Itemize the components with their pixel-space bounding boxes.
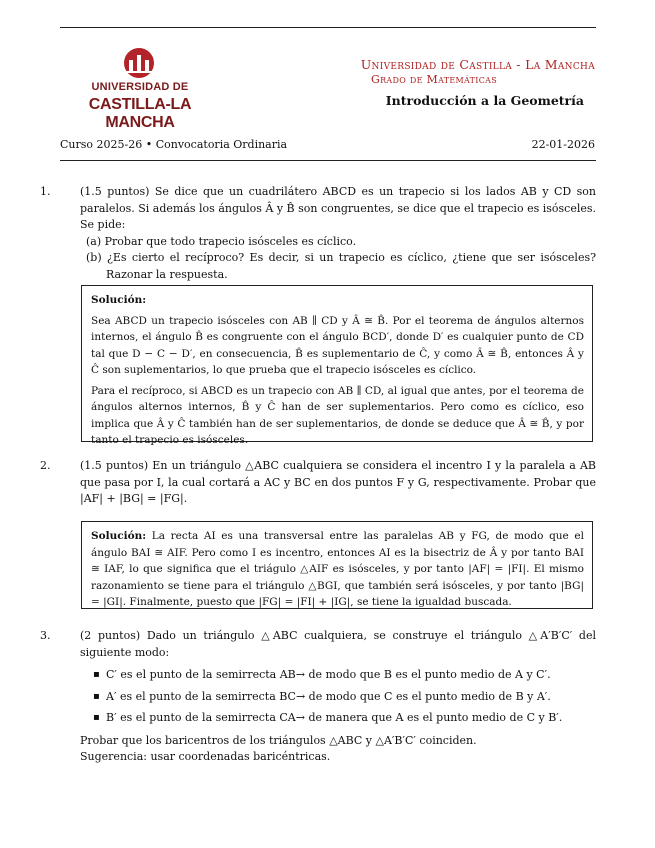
construction-list	[60, 667, 596, 727]
solution-paragraph: Sea ABCD un trapecio isósceles con AB ∥ CD y Â ≅ B̂. Por el teorema de ángulos alternos internos, el ángulo B̂ es congruente con el ángulo BCD′, donde D′ es cualquier punto de CD tal que D − C − D′, en consecuencia, B̂ es suplementario de Ĉ, y como Â ≅ B̂, entonces Â y Ĉ son suplementarios, lo que prueba que el trapecio isósceles es cíclico.	[91, 314, 584, 376]
question-part-a: (a) Probar que todo trapecio isósceles es cíclico.	[86, 234, 357, 248]
question-part-b: (b) ¿Es cierto el recíproco? Es decir, si un trapecio es cíclico, ¿tiene que ser isósceles? Razonar la respuesta.	[86, 251, 596, 281]
question-3	[40, 628, 596, 766]
question-number: 3.	[40, 629, 51, 642]
session-info: Curso 2025-26 • Convocatoria Ordinaria	[60, 138, 288, 151]
degree-name: Grado de Matemáticas	[371, 73, 497, 86]
university-logo	[60, 46, 218, 131]
header-rule	[60, 160, 596, 161]
question-1	[40, 184, 596, 283]
question-text: (1.5 puntos) En un triángulo △ABC cualquiera se considera el incentro I y la paralela a AB que pasa por I, la cual cortará a AC y BC en dos puntos F y G, respectivamente. Probar que |AF| + |BG| = |FG|.	[80, 459, 596, 505]
exam-date: 22-01-2026	[531, 138, 595, 151]
list-item: ▪ B′ es el punto de la semirrecta CA→ de manera que A es el punto medio de C y B′.	[106, 710, 596, 727]
question-number: 1.	[40, 185, 51, 198]
course-title: Introducción a la Geometría	[385, 93, 584, 108]
question-text: (1.5 puntos) Se dice que un cuadrilátero ABCD es un trapecio si los lados AB y CD son paralelos. Si además los ángulos Â y B̂ son congruentes, se dice que el trapecio es isósceles. Se pide:	[80, 185, 596, 231]
hint: Sugerencia: usar coordenadas baricéntricas.	[80, 750, 331, 763]
logo-line1: UNIVERSIDAD DE	[91, 81, 189, 93]
question-2	[40, 458, 596, 508]
logo-line2: CASTILLA-LA MANCHA	[88, 96, 192, 131]
list-item: ▪ A′ es el punto de la semirrecta BC→ de modo que C es el punto medio de B y A′.	[106, 689, 596, 706]
closing-statement: Probar que los baricentros de los triángulos △ABC y △A′B′C′ coinciden.	[80, 733, 477, 747]
question-text: (2 puntos) Dado un triángulo △ABC cualquiera, se construye el triángulo △A′B′C′ del siguiente modo:	[80, 629, 596, 659]
top-rule	[60, 27, 596, 28]
university-name: Universidad de Castilla - La Mancha	[360, 57, 595, 72]
solution-box-2	[81, 521, 593, 609]
solution-paragraph: La recta AI es una transversal entre las paralelas AB y FG, de modo que el ángulo BAI ≅ AIF. Pero como I es incentro, entonces AI es la bisectriz de Â y por tanto BAI ≅ IAF, lo que significa que el triágulo △AIF es isósceles, y por tanto |AF| = |FI|. El mismo razonamiento se tiene para el triángulo △BGI, que también será isósceles, y por tanto |BG| = |GI|. Finalmente, puesto que |FG| = |FI| + |IG|, se tiene la igualdad buscada.	[91, 530, 584, 608]
solution-paragraph: Para el recíproco, si ABCD es un trapecio con AB ∥ CD, al igual que antes, por el teorema de ángulos alternos internos, B̂ y Ĉ han de ser suplementarios. Pero como es cíclico, eso implica que Â y Ĉ también han de ser suplementarios, de donde se deduce que Â ≅ B̂, y por tanto el trapecio es isósceles.	[91, 384, 584, 446]
solution-heading: Solución:	[91, 294, 147, 306]
solution-heading: Solución:	[91, 530, 147, 542]
question-number: 2.	[40, 459, 51, 472]
solution-box-1	[81, 285, 593, 446]
list-item: ▪ C′ es el punto de la semirrecta AB→ de modo que B es el punto medio de A y C′.	[106, 667, 596, 684]
